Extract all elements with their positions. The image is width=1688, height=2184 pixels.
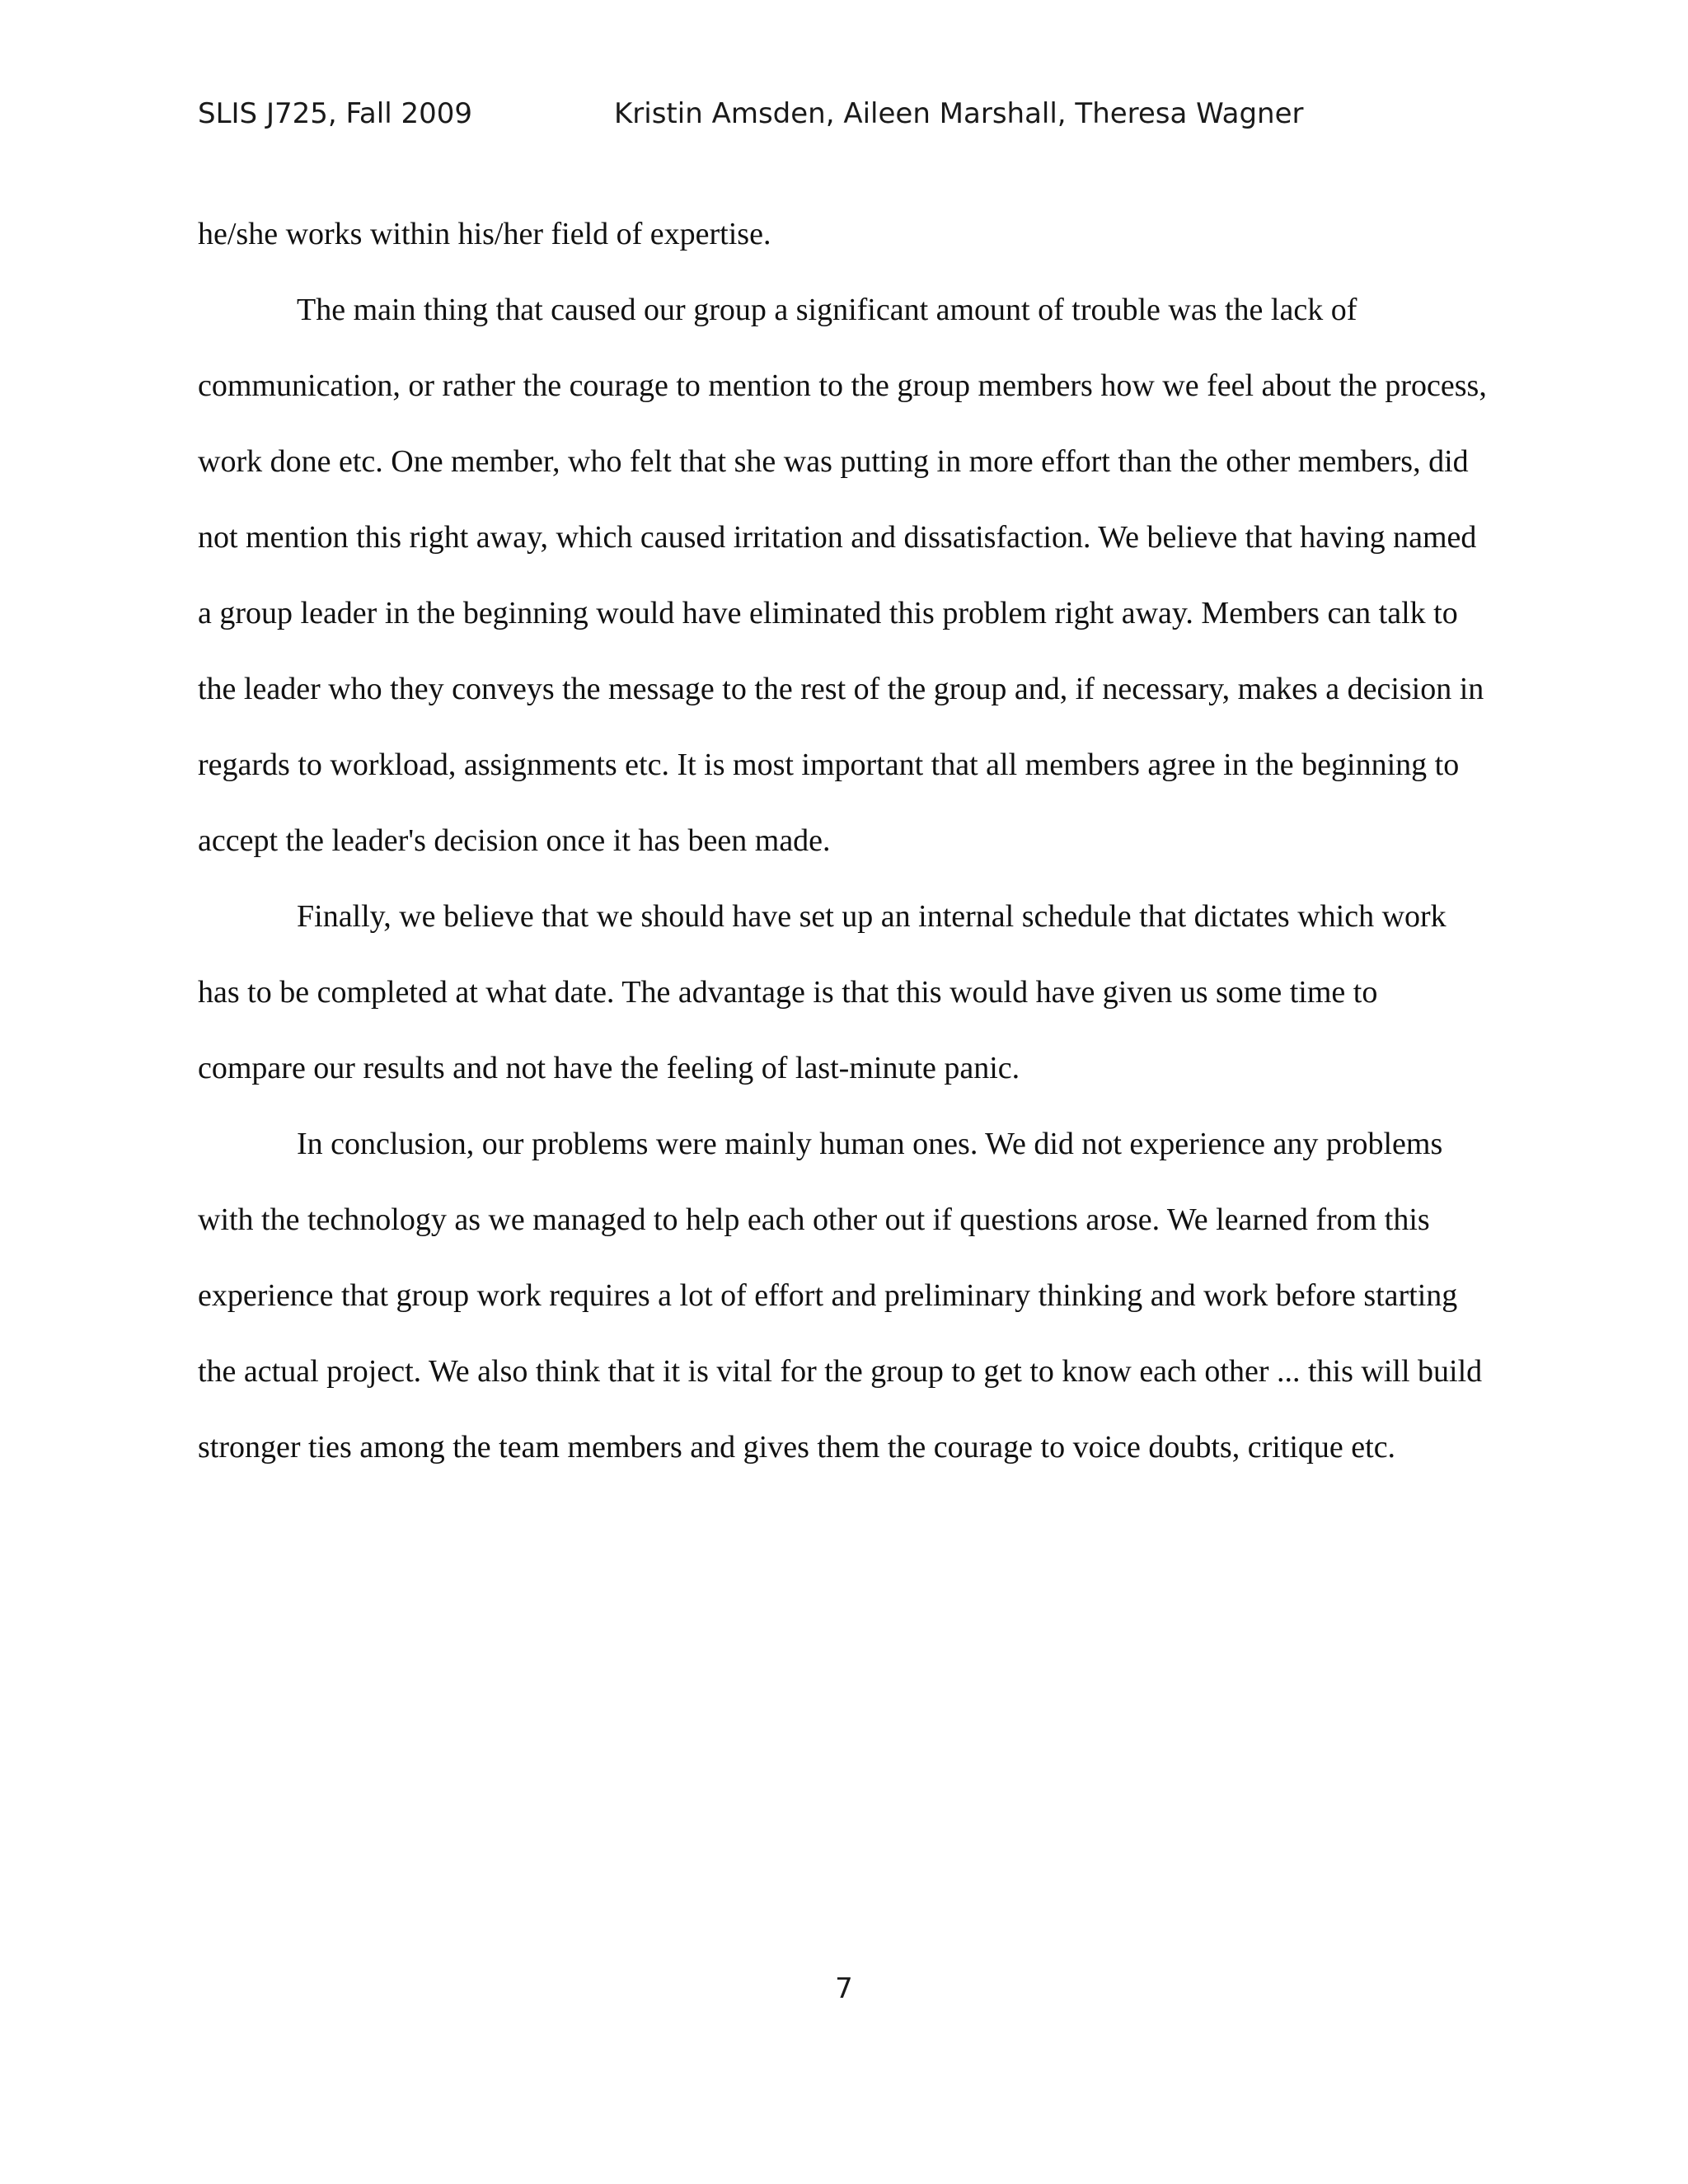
header-authors: Kristin Amsden, Aileen Marshall, Theresa Wagner	[614, 97, 1304, 130]
header-course: SLIS J725, Fall 2009	[198, 97, 472, 130]
body-text	[198, 196, 1492, 1485]
paragraph-continuation: he/she works within his/her field of expertise.	[198, 217, 771, 251]
paragraph-communication: The main thing that caused our group a significant amount of trouble was the lack of communication, or rather the courage to mention to the group members how we feel about the process, work done etc. One member, who felt that she was putting in more effort than the other members, did not mention this right away, which caused irritation and dissatisfaction. We believe that having named a group leader in the beginning would have eliminated this problem right away. Members can talk to the leader who they conveys the message to the rest of the group and, if necessary, makes a decision in regards to workload, assignments etc. It is most important that all members agree in the beginning to accept the leader's decision once it has been made.	[198, 293, 1487, 858]
page-number: 7	[835, 1972, 853, 2005]
page-header	[198, 97, 1484, 138]
paragraph-conclusion: In conclusion, our problems were mainly human ones. We did not experience any problems with the technology as we managed to help each other out if questions arose. We learned from this experience that group work requires a lot of effort and preliminary thinking and work before starting the actual project. We also think that it is vital for the group to get to know each other ... this will build stronger ties among the team members and gives them the courage to voice doubts, critique etc.	[198, 1127, 1483, 1465]
paragraph-schedule: Finally, we believe that we should have set up an internal schedule that dictates which work has to be completed at what date. The advantage is that this would have given us some time to compare our results and not have the feeling of last-minute panic.	[198, 899, 1447, 1085]
